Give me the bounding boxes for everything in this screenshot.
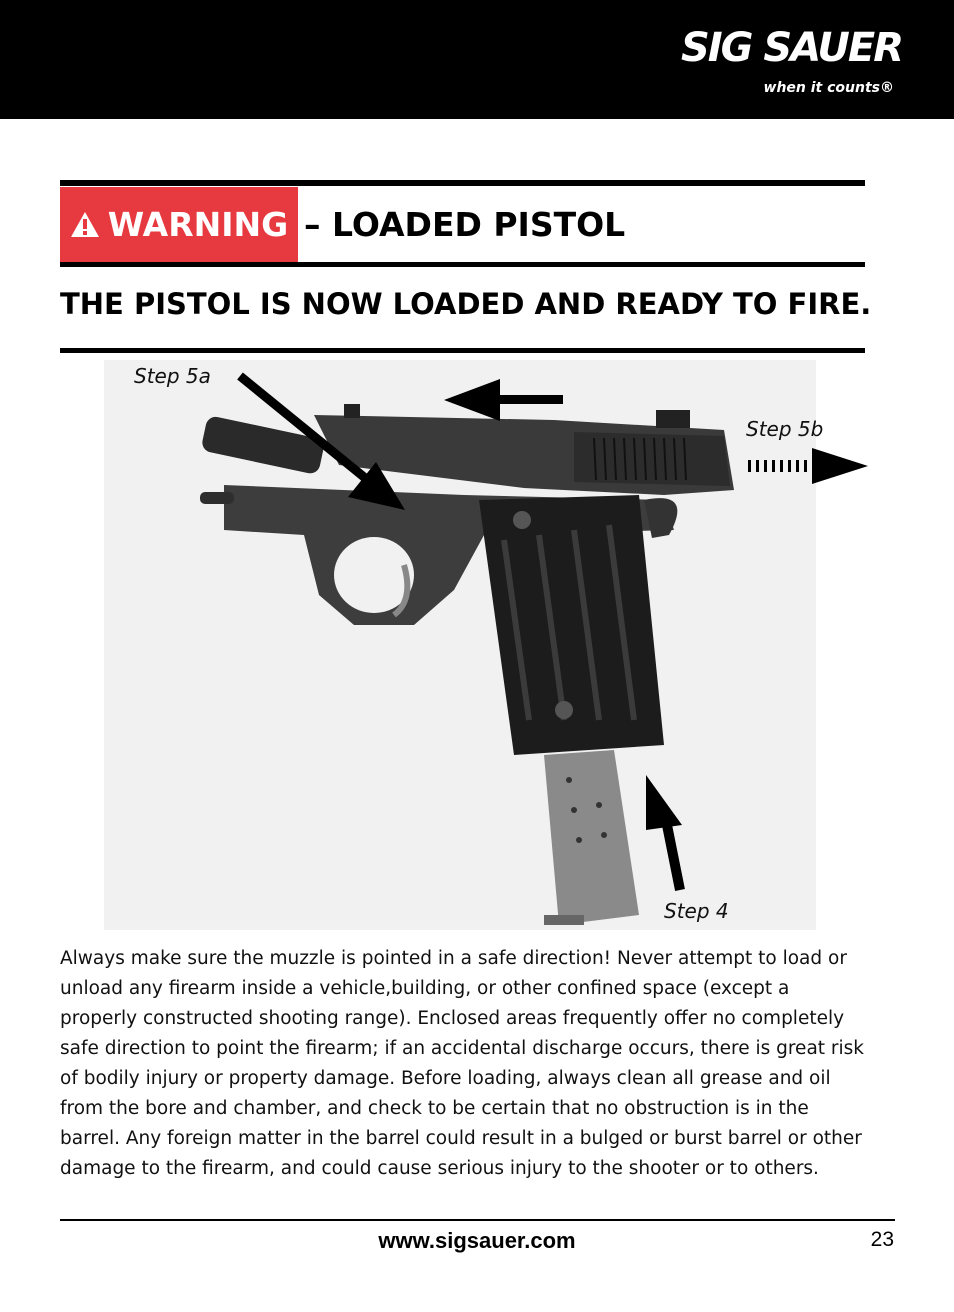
page-number: 23	[870, 1228, 894, 1251]
slide-left-arrow	[444, 379, 563, 421]
website-url: www.sigsauer.com	[378, 1228, 576, 1253]
step-4-arrow	[646, 775, 682, 890]
safety-paragraph: Always make sure the muzzle is pointed in a safe direction! Never attempt to load or unload any firearm inside a vehicle,building, or other confined space (except a properly constructed shooting range). Enclosed areas frequently offer no completely safe direction to point the firearm; if an accidental discharge occurs, there is great risk of bodily injury or property damage. Before loading, always clean all grease and oil from the bore and chamber, and check to be certain that no obstruction is in the barrel. Any foreign matter in the barrel could result in a bulged or burst barrel or other damage to the firearm, and could cause serious injury to the shooter or to others.	[60, 948, 865, 1179]
step-5b-label: Step 5b	[746, 417, 824, 441]
warning-title: – LOADED PISTOL	[304, 205, 626, 244]
step-5b-arrow	[748, 448, 868, 484]
section-heading: THE PISTOL IS NOW LOADED AND READY TO FIRE.	[60, 287, 872, 321]
step-4-label: Step 4	[664, 899, 729, 923]
step-5a-arrow	[240, 376, 405, 510]
step-5a-label: Step 5a	[134, 364, 211, 388]
brand-tagline: when it counts®	[763, 80, 894, 96]
footer-rule	[60, 1219, 895, 1221]
brand-name: SIG SAUER	[680, 25, 902, 71]
warning-label: WARNING	[107, 205, 289, 244]
